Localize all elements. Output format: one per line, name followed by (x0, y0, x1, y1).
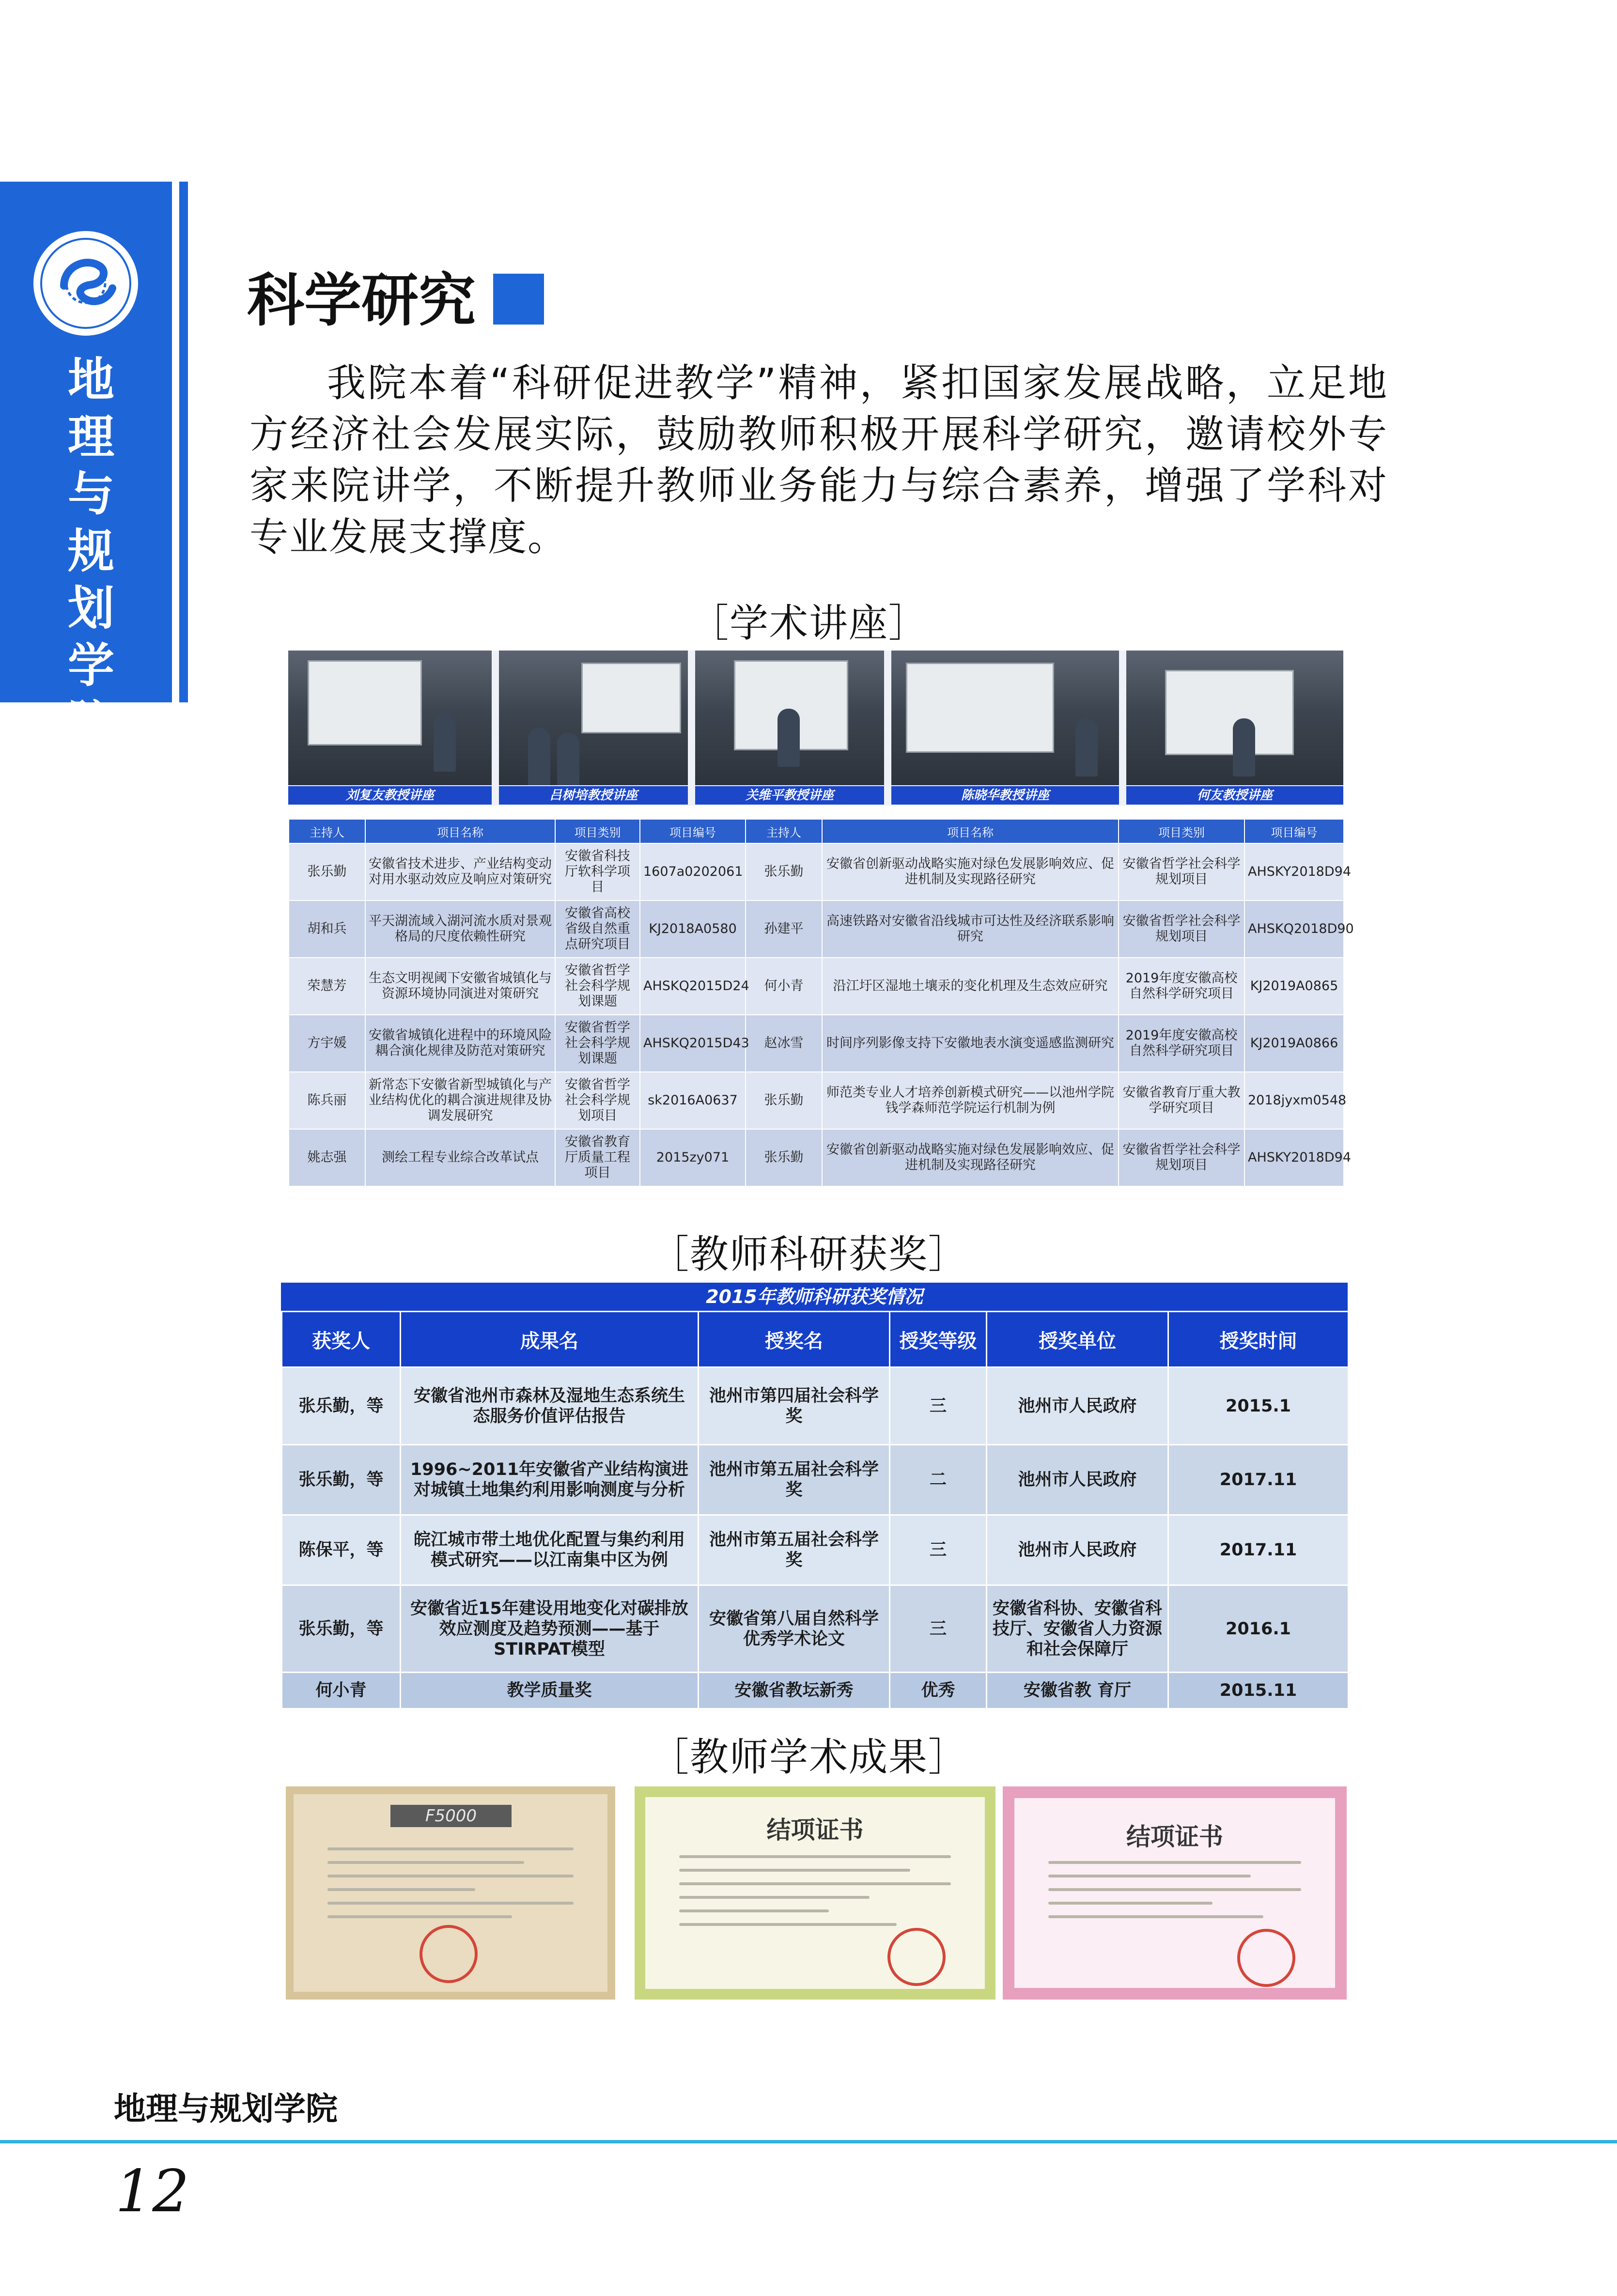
table-cell: KJ2018A0580 (640, 900, 746, 958)
lecture-photo (1126, 651, 1343, 785)
certificate-text-lines (679, 1855, 951, 1937)
table-cell: 2017.11 (1168, 1515, 1349, 1585)
table-row (289, 1129, 1344, 1186)
table-cell: 张乐勤 (746, 1129, 822, 1186)
table-cell: 张乐勤，等 (282, 1445, 401, 1515)
table-cell: 三 (890, 1585, 987, 1673)
table-cell: 时间序列影像支持下安徽地表水演变遥感监测研究 (822, 1015, 1119, 1072)
lecture-photo (891, 651, 1119, 785)
table-cell: 安徽省创新驱动战略实施对绿色发展影响效应、促进机制及实现路径研究 (822, 1129, 1119, 1186)
table-cell: 三 (890, 1515, 987, 1585)
column-header: 项目编号 (640, 819, 746, 843)
table-cell: 池州市人民政府 (987, 1515, 1168, 1585)
table-row (289, 843, 1344, 900)
column-header: 项目名称 (365, 819, 555, 843)
footer-divider (0, 2140, 1617, 2143)
section-title: 科学研究 (247, 267, 476, 334)
table-cell: 孙建平 (746, 900, 822, 958)
column-header: 主持人 (289, 819, 365, 843)
table-row (282, 1585, 1349, 1673)
sidebar-department-name: 地理与规划学院 (68, 353, 114, 750)
certificate-completion (1003, 1786, 1347, 2000)
table-cell: 1607a0202061 (640, 843, 746, 900)
table-cell: 池州市人民政府 (987, 1367, 1168, 1445)
table-row (282, 1515, 1349, 1585)
table-cell: 2015.1 (1168, 1367, 1349, 1445)
intro-paragraph: 我院本着“科研促进教学”精神，紧扣国家发展战略，立足地方经济社会发展实际，鼓励教师积极开展科学研究，邀请校外专家来院讲学，不断提升教师业务能力与综合素养，增强了学科对专业发展支撑度。 (249, 360, 1388, 559)
table-cell: 教学质量奖 (401, 1673, 699, 1709)
table-header-row (289, 819, 1344, 843)
lecture-caption: 吕树培教授讲座 (499, 786, 688, 805)
table-cell: 陈保平，等 (282, 1515, 401, 1585)
table-row (289, 900, 1344, 958)
table-cell: 二 (890, 1445, 987, 1515)
certificate-title: 结项证书 (766, 1816, 864, 1844)
table-cell: 胡和兵 (289, 900, 365, 958)
awards-table-title: 2015年教师科研获奖情况 (281, 1283, 1348, 1311)
table-cell: 安徽省哲学社会科学规划项目 (1119, 900, 1244, 958)
table-cell: 测绘工程专业综合改革试点 (365, 1129, 555, 1186)
certificate-seal-icon (420, 1925, 478, 1983)
table-cell: KJ2019A0865 (1244, 958, 1344, 1015)
table-cell: 2018jyxm0548 (1244, 1072, 1344, 1129)
certificate-text-lines (327, 1847, 574, 1929)
table-cell: 张乐勤 (289, 843, 365, 900)
awards-table-block (281, 1283, 1348, 1709)
table-cell: 2019年度安徽高校自然科学研究项目 (1119, 1015, 1244, 1072)
table-cell: 姚志强 (289, 1129, 365, 1186)
table-cell: 2019年度安徽高校自然科学研究项目 (1119, 958, 1244, 1015)
table-cell: 安徽省近15年建设用地变化对碳排放效应测度及趋势预测——基于STIRPAT模型 (401, 1585, 699, 1673)
lecture-caption: 刘复友教授讲座 (288, 786, 492, 805)
table-cell: AHSKQ2018D90 (1244, 900, 1344, 958)
table-cell: 赵冰雪 (746, 1015, 822, 1072)
table-cell: 陈兵丽 (289, 1072, 365, 1129)
column-header: 授奖名 (699, 1312, 890, 1367)
table-cell: 三 (890, 1367, 987, 1445)
table-cell: sk2016A0637 (640, 1072, 746, 1129)
table-header-row (282, 1312, 1349, 1367)
table-cell: 池州市第五届社会科学奖 (699, 1515, 890, 1585)
table-row (282, 1367, 1349, 1445)
table-cell: 张乐勤 (746, 843, 822, 900)
table-cell: 2016.1 (1168, 1585, 1349, 1673)
column-header: 项目类别 (555, 819, 640, 843)
table-cell: AHSKY2018D94 (1244, 843, 1344, 900)
projects-table (288, 819, 1354, 1187)
column-header: 项目编号 (1244, 819, 1344, 843)
table-cell: 2015.11 (1168, 1673, 1349, 1709)
table-cell: 张乐勤，等 (282, 1585, 401, 1673)
table-row (289, 1015, 1344, 1072)
results-heading: ［教师学术成果］ (650, 1735, 968, 1780)
table-cell: 安徽省科协、安徽省科技厅、安徽省人力资源和社会保障厅 (987, 1585, 1168, 1673)
awards-heading: ［教师科研获奖］ (650, 1232, 968, 1277)
table-cell: AHSKQ2015D43 (640, 1015, 746, 1072)
table-cell: 安徽省哲学社会科学规划课题 (555, 958, 640, 1015)
lecture-photo (695, 651, 884, 785)
table-cell: 平天湖流域入湖河流水质对景观格局的尺度依赖性研究 (365, 900, 555, 958)
table-cell: 安徽省创新驱动战略实施对绿色发展影响效应、促进机制及实现路径研究 (822, 843, 1119, 900)
table-cell: 池州市第四届社会科学奖 (699, 1367, 890, 1445)
table-row (282, 1445, 1349, 1515)
column-header: 成果名 (401, 1312, 699, 1367)
lecture-caption: 关维平教授讲座 (695, 786, 884, 805)
table-cell: 安徽省技术进步、产业结构变动对用水驱动效应及响应对策研究 (365, 843, 555, 900)
table-cell: 安徽省教育厅重大教学研究项目 (1119, 1072, 1244, 1129)
table-cell: AHSKQ2015D24 (640, 958, 746, 1015)
table-cell: 何小青 (282, 1673, 401, 1709)
table-cell: 张乐勤，等 (282, 1367, 401, 1445)
certificate-f5000 (286, 1786, 615, 2000)
certificate-banner: F5000 (390, 1805, 512, 1827)
lecture-caption: 陈晓华教授讲座 (891, 786, 1119, 805)
lectures-heading: ［学术讲座］ (690, 601, 928, 646)
table-cell: 2017.11 (1168, 1445, 1349, 1515)
certificate-seal-icon (1237, 1929, 1295, 1987)
lecture-photo-strip (288, 651, 1343, 806)
column-header: 授奖单位 (987, 1312, 1168, 1367)
table-cell: 新常态下安徽省新型城镇化与产业结构优化的耦合演进规律及协调发展研究 (365, 1072, 555, 1129)
lecture-photo (499, 651, 688, 785)
table-cell: 安徽省高校省级自然重点研究项目 (555, 900, 640, 958)
table-cell: 池州市第五届社会科学奖 (699, 1445, 890, 1515)
table-cell: 1996~2011年安徽省产业结构演进对城镇土地集约利用影响测度与分析 (401, 1445, 699, 1515)
title-square-icon (493, 274, 544, 325)
table-cell: 方宇媛 (289, 1015, 365, 1072)
certificate-completion (635, 1786, 995, 2000)
table-cell: 安徽省哲学社会科学规划课题 (555, 1015, 640, 1072)
column-header: 授奖时间 (1168, 1312, 1349, 1367)
table-cell: 沿江圩区湿地土壤汞的变化机理及生态效应研究 (822, 958, 1119, 1015)
table-cell: AHSKY2018D94 (1244, 1129, 1344, 1186)
table-cell: KJ2019A0866 (1244, 1015, 1344, 1072)
certificate-text-lines (1048, 1861, 1301, 1929)
certificate-title: 结项证书 (1126, 1823, 1223, 1851)
table-cell: 安徽省哲学社会科学规划项目 (1119, 1129, 1244, 1186)
table-cell: 池州市人民政府 (987, 1445, 1168, 1515)
table-row (282, 1673, 1349, 1709)
table-cell: 安徽省池州市森林及湿地生态系统生态服务价值评估报告 (401, 1367, 699, 1445)
column-header: 获奖人 (282, 1312, 401, 1367)
table-cell: 安徽省哲学社会科学规划项目 (555, 1072, 640, 1129)
column-header: 主持人 (746, 819, 822, 843)
table-cell: 张乐勤 (746, 1072, 822, 1129)
lecture-photo (288, 651, 492, 785)
table-cell: 荣慧芳 (289, 958, 365, 1015)
column-header: 项目类别 (1119, 819, 1244, 843)
table-cell: 高速铁路对安徽省沿线城市可达性及经济联系影响研究 (822, 900, 1119, 958)
awards-table (281, 1311, 1349, 1709)
table-cell: 皖江城市带土地优化配置与集约利用模式研究——以江南集中区为例 (401, 1515, 699, 1585)
footer-department-name: 地理与规划学院 (114, 2090, 338, 2127)
page-number: 12 (115, 2158, 189, 2225)
table-cell: 安徽省科技厅软科学项目 (555, 843, 640, 900)
column-header: 项目名称 (822, 819, 1119, 843)
table-cell: 安徽省第八届自然科学优秀学术论文 (699, 1585, 890, 1673)
university-logo-icon (30, 228, 141, 339)
table-cell: 安徽省城镇化进程中的环境风险耦合演化规律及防范对策研究 (365, 1015, 555, 1072)
table-cell: 师范类专业人才培养创新模式研究——以池州学院钱学森师范学院运行机制为例 (822, 1072, 1119, 1129)
column-header: 授奖等级 (890, 1312, 987, 1367)
table-cell: 安徽省教坛新秀 (699, 1673, 890, 1709)
lecture-caption: 何友教授讲座 (1126, 786, 1343, 805)
table-cell: 安徽省哲学社会科学规划项目 (1119, 843, 1244, 900)
side-banner-stripe (179, 182, 188, 702)
table-cell: 2015zy071 (640, 1129, 746, 1186)
table-cell: 生态文明视阈下安徽省城镇化与资源环境协同演进对策研究 (365, 958, 555, 1015)
table-cell: 安徽省教 育厅 (987, 1673, 1168, 1709)
table-cell: 何小青 (746, 958, 822, 1015)
table-row (289, 1072, 1344, 1129)
table-cell: 优秀 (890, 1673, 987, 1709)
table-row (289, 958, 1344, 1015)
table-cell: 安徽省教育厅质量工程项目 (555, 1129, 640, 1186)
certificate-seal-icon (887, 1928, 946, 1986)
